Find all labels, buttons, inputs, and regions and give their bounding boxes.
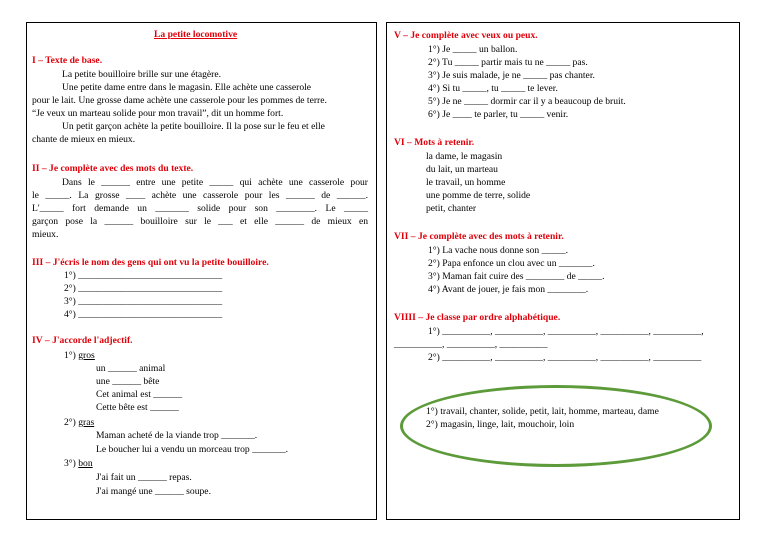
- fill-line: 1°) Je _____ un ballon.: [428, 44, 518, 55]
- fill-line: Maman acheté de la viande trop _______.: [96, 430, 258, 441]
- answer-line: 1°) __________, __________, __________, __________, __________,: [428, 326, 704, 337]
- fill-line: J'ai mangé une ______ soupe.: [96, 486, 211, 497]
- text-line: pour le lait. Une grosse dame achète une casserole pour les pommes de terre.: [32, 95, 327, 106]
- text-line: La petite bouilloire brille sur une étagère.: [62, 69, 222, 80]
- answer-line: 3°) ______________________________: [64, 296, 223, 307]
- word-line: du lait, un marteau: [426, 164, 498, 175]
- item-number: 3°): [64, 458, 76, 469]
- adjective-group-1: [64, 350, 95, 362]
- item-number: 1°): [64, 350, 76, 361]
- fill-line: garçon pose la ______ bouilloire sur le ___ et elle ______ de mieux en: [32, 216, 368, 227]
- worksheet-title: La petite locomotive: [154, 29, 238, 40]
- fill-line: un ______ animal: [96, 363, 166, 374]
- fill-line: Cette bête est ______: [96, 402, 179, 413]
- adjective-group-2: [64, 417, 94, 429]
- word-line: la dame, le magasin: [426, 151, 503, 162]
- word-list-1: 1°) travail, chanter, solide, petit, lait, homme, marteau, dame: [426, 406, 659, 417]
- fill-line: Dans le ______ entre une petite _____ qui achète une casserole pour: [62, 177, 368, 188]
- word-line: une pomme de terre, solide: [426, 190, 531, 201]
- text-line: chante de mieux en mieux.: [32, 134, 136, 145]
- section-2-heading: II – Je complète avec des mots du texte.: [32, 163, 194, 174]
- adjective-word: bon: [78, 458, 93, 469]
- answer-line: 2°) ______________________________: [64, 283, 223, 294]
- adjective-word: gros: [78, 350, 95, 361]
- answer-line: __________, __________, __________: [394, 339, 548, 350]
- section-7-heading: VII – Je complète avec des mots à retenir.: [394, 231, 564, 242]
- fill-line: Le boucher lui a vendu un morceau trop _______.: [96, 444, 289, 455]
- fill-line: 4°) Avant de jouer, je fais mon ________.: [428, 284, 589, 295]
- fill-line: 2°) Tu _____ partir mais tu ne _____ pas.: [428, 57, 588, 68]
- fill-line: 3°) Je suis malade, je ne _____ pas chanter.: [428, 70, 595, 81]
- section-6-heading: VI – Mots à retenir.: [394, 137, 475, 148]
- section-5-heading: V – Je complète avec veux ou peux.: [394, 30, 538, 41]
- adjective-group-3: [64, 458, 93, 470]
- fill-line: Cet animal est ______: [96, 389, 183, 400]
- answer-line: 1°) ______________________________: [64, 270, 223, 281]
- adjective-word: gras: [78, 417, 95, 428]
- section-8-heading: VIIII – Je classe par ordre alphabétique.: [394, 312, 561, 323]
- answer-line: 4°) ______________________________: [64, 309, 223, 320]
- text-line: “Je veux un marteau solide pour mon travail”, dit un homme fort.: [32, 108, 284, 119]
- word-list-2: 2°) magasin, linge, lait, mouchoir, loin: [426, 419, 575, 430]
- section-3-heading: III – J'écris le nom des gens qui ont vu la petite bouilloire.: [32, 257, 269, 268]
- fill-line: 3°) Maman fait cuire des ________ de _____.: [428, 271, 605, 282]
- item-number: 2°): [64, 417, 76, 428]
- fill-line: 1°) La vache nous donne son _____.: [428, 245, 568, 256]
- fill-line: le _____. La grosse ____ achète une casserole pour les ______ de ______.: [32, 190, 368, 201]
- fill-line: mieux.: [32, 229, 59, 240]
- fill-line: J'ai fait un ______ repas.: [96, 472, 192, 483]
- fill-line: 4°) Si tu _____, tu _____ te lever.: [428, 83, 558, 94]
- section-1-heading: I – Texte de base.: [32, 55, 103, 66]
- section-4-heading: IV – J'accorde l'adjectif.: [32, 335, 133, 346]
- fill-line: L'_____ fort demande un _______ solide pour son ________. Le _____: [32, 203, 368, 214]
- word-line: petit, chanter: [426, 203, 477, 214]
- fill-line: 5°) Je ne _____ dormir car il y a beaucoup de bruit.: [428, 96, 626, 107]
- text-line: Un petit garçon achète la petite bouilloire. Il la pose sur le feu et elle: [62, 121, 325, 132]
- fill-line: 6°) Je ____ te parler, tu _____ venir.: [428, 109, 569, 120]
- word-line: le travail, un homme: [426, 177, 506, 188]
- answer-line: 2°) __________, __________, __________, __________, __________: [428, 352, 702, 363]
- fill-line: 2°) Papa enfonce un clou avec un _______.: [428, 258, 595, 269]
- fill-line: une ______ bête: [96, 376, 160, 387]
- text-line: Une petite dame entre dans le magasin. Elle achète une casserole: [62, 82, 312, 93]
